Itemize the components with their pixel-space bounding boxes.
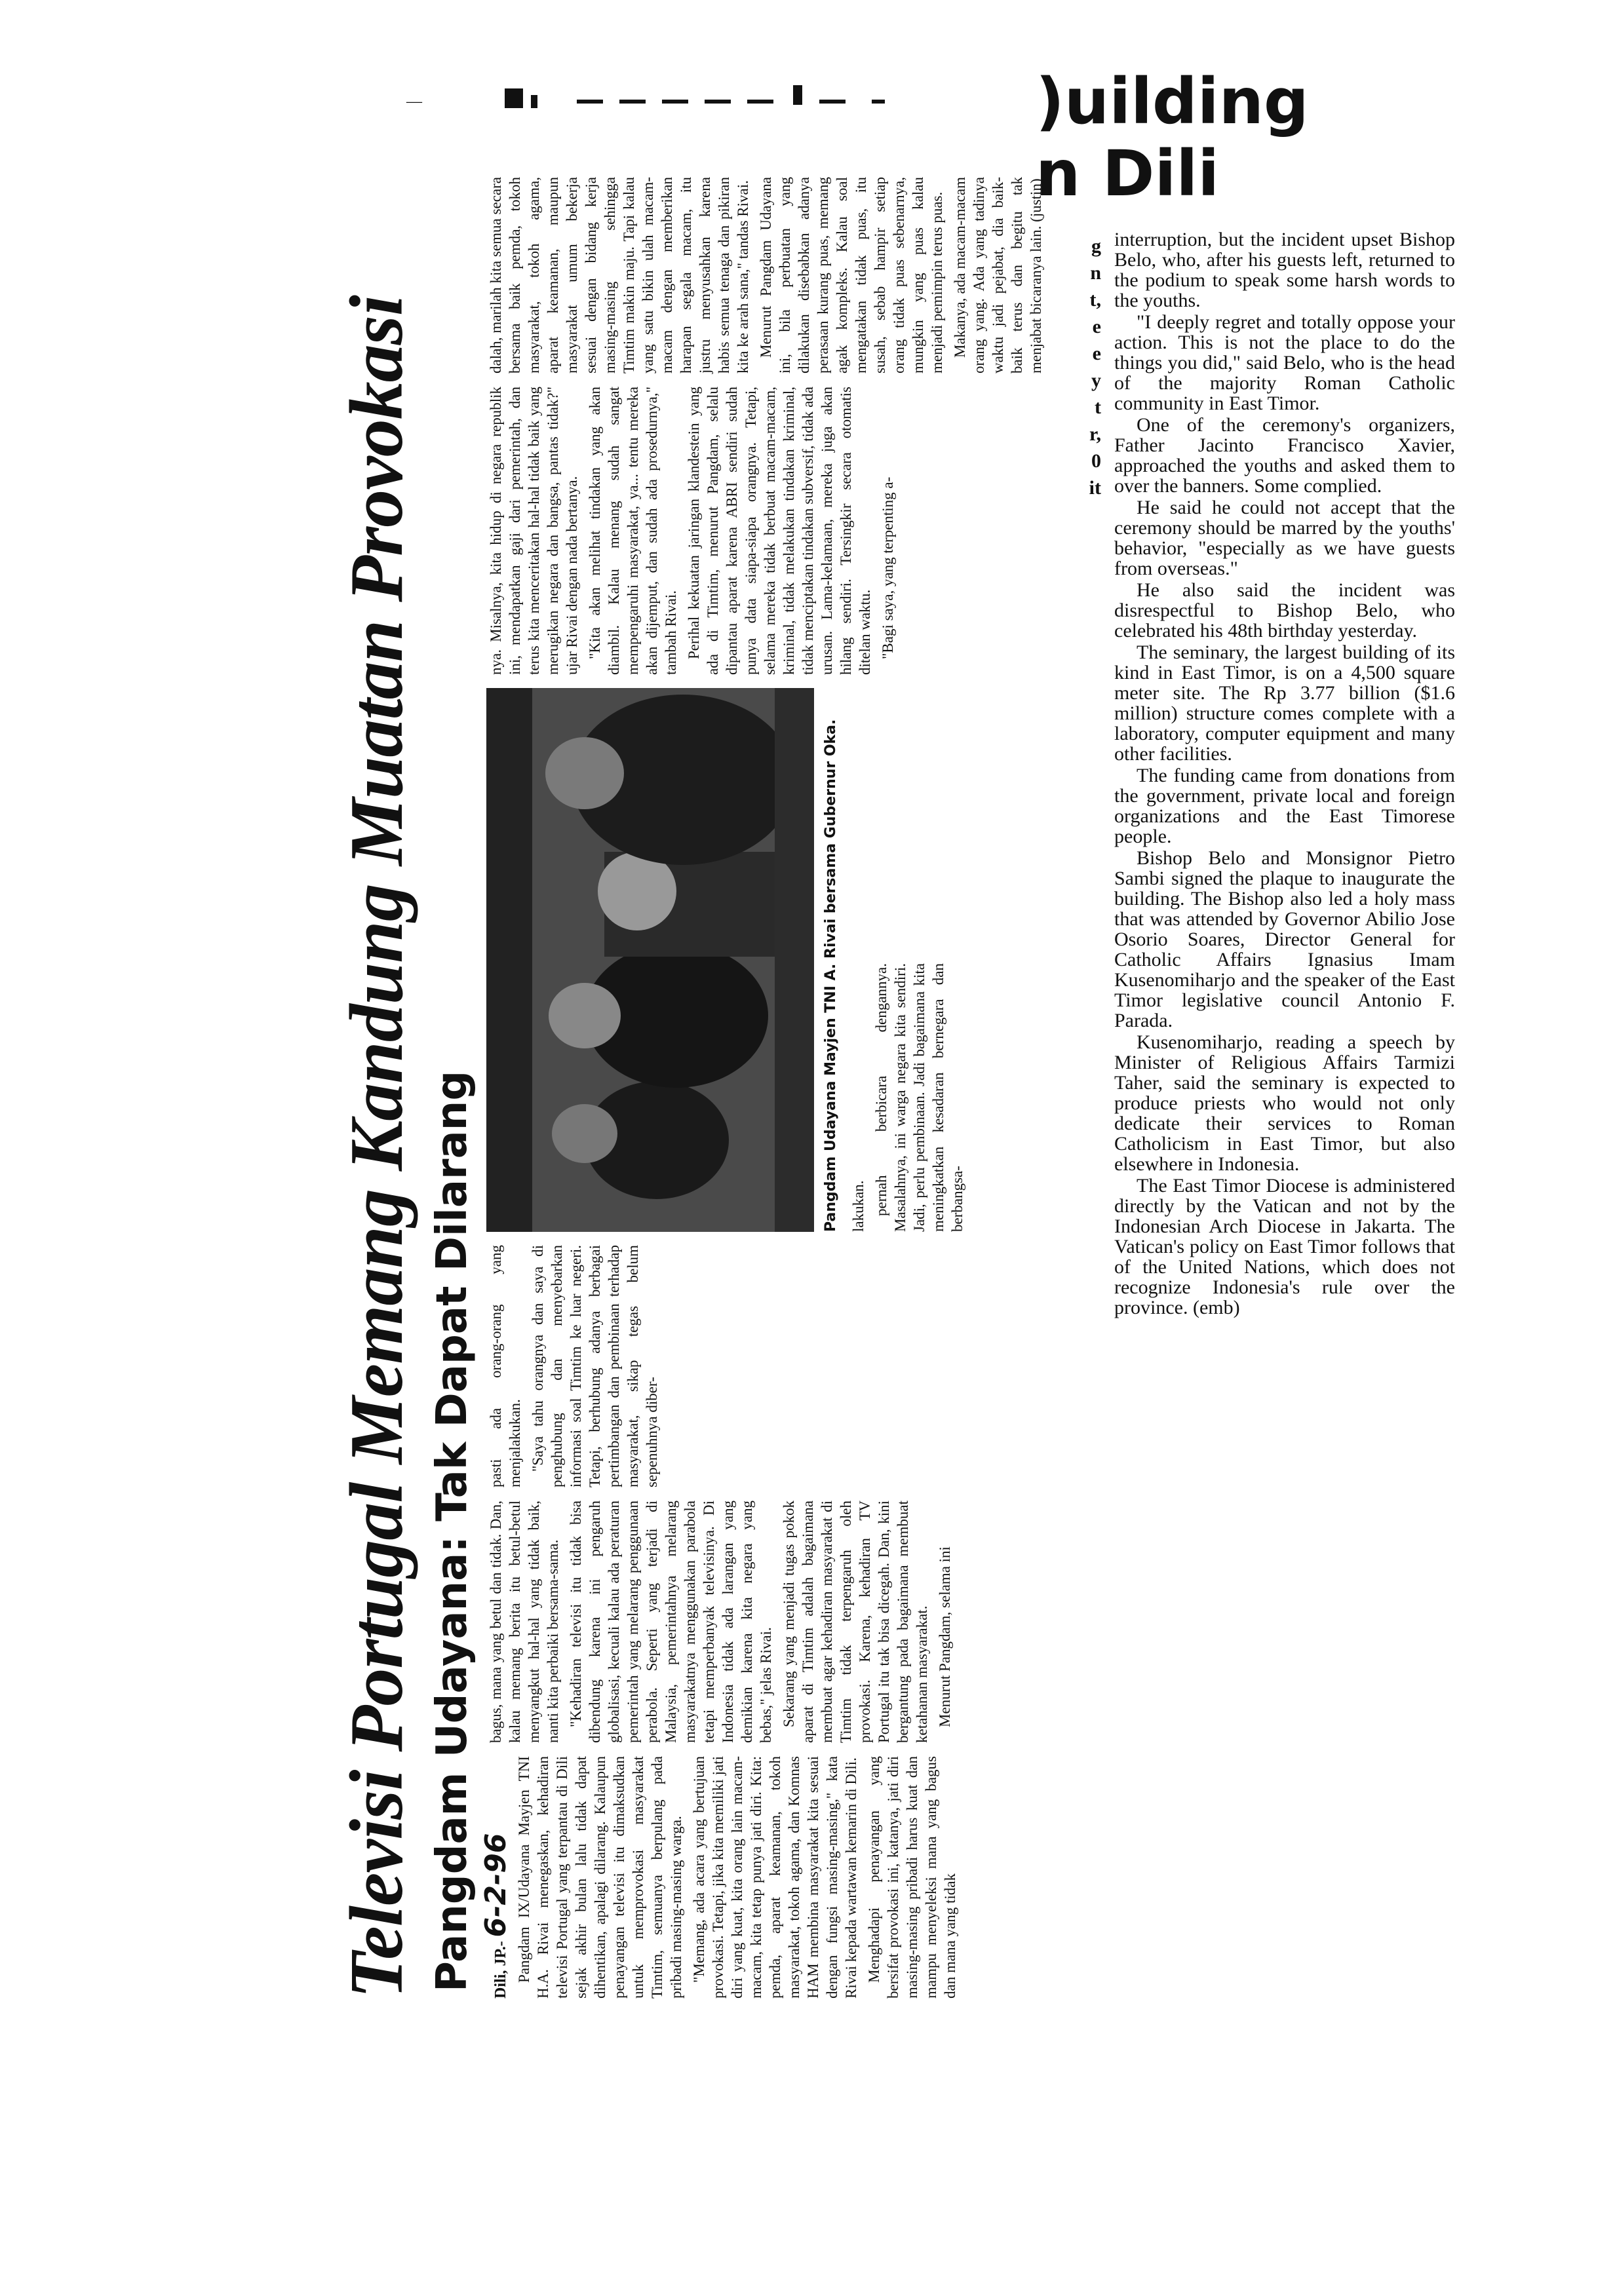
paragraph: "Saya tahu orangnya dan saya di penghubung dan menyebarkan informasi soal Timtim ke luar negeri. Tetapi, berhubung adanya berbagai pertimbangan dan pembinaan terhadap masyarakat, sikap tegas belum sepenuhnya diber-: [530, 1245, 660, 1487]
paragraph: nya. Misalnya, kita hidup di negara republik ini, mendapatkan gaji dari pemerintah, dan terus kita menceritakan hal-hal tidak baik yang merugikan negara dan bangsa, pantas tidak?" ujar Rivai dengan nada bertanya.: [488, 387, 580, 675]
photo-image: [486, 688, 814, 1232]
paragraph: Makanya, ada macam-macam orang yang. Ada yang tadinya waktu jadi pejabat, dia baik-baik terus dan begitu tak menjabat bicaranya lain. (justin): [952, 177, 1044, 373]
indonesian-article: [334, 164, 1121, 1999]
english-article-body: [1114, 229, 1455, 1867]
fragment: e: [1092, 316, 1101, 337]
article-column-3: [486, 1245, 1116, 1487]
cut-off-headline-fragment: [505, 79, 977, 111]
paragraph: One of the ceremony's organizers, Father Jacinto Francisco Xavier, approached the youths and asked them to over the banners. Some complied.: [1114, 414, 1455, 497]
paragraph: The funding came from donations from the government, private local and foreign organizations and the East Timorese people.: [1114, 765, 1455, 847]
paragraph: bagus, mana yang betul dan tidak. Dan, kalau memang berita itu betul-betul menyangkut hal-hal yang tidak baik, nanti kita perbaiki bersama-sama.: [488, 1501, 561, 1743]
paragraph: Menghadapi penayangan yang bersifat provokasi ini, katanya, jati diri masing-masing pribadi harus kuat dan mampu menyeleksi mana yang bagus dan mana yang tidak: [866, 1756, 958, 1999]
news-photo: [486, 688, 814, 1232]
headline-line: )uilding: [1036, 65, 1309, 138]
scan-mark: —: [406, 93, 422, 110]
fragment: r,: [1089, 423, 1101, 445]
paragraph: dalah, marilah kita semua secara bersama baik pemda, tokoh masyarakat, tokoh agama, aparat keamanan, maupun masyarakat umum bekerja sesuai dengan bidang kerja masing-masing sehingga Timtim makin maju. Tapi kalau yang satu bikin ulah macam-macam dengan memberikan harapan segala macam, itu justru menyusahkan karena habis semua tenaga dan pikiran kita ke arah sana," tandas Rivai.: [488, 177, 751, 373]
paragraph: "Kehadiran televisi itu tidak bisa dibendung karena ini pengaruh globalisasi, kecuali kalau ada peraturan pemerintah yang melarang penggunaan perabola. Seperti yang terjadi di Malaysia, pemerintahnya melarang masyarakatnya menggunakan parabola tetapi memperbanyak televisinya. Di Indonesia tidak ada larangan yang demikian karena kita negara yang bebas," jelas Rivai.: [568, 1501, 774, 1743]
paragraph: interruption, but the incident upset Bishop Belo, who, after his guests left, returned to the podium to speak some harsh words to the youths.: [1114, 229, 1455, 311]
paragraph: Kusenomiharjo, reading a speech by Minister of Religious Affairs Tarmizi Taher, said the seminary is expected to produce priests who would not only dedicate their services to Roman Catholicism in East Timor, but also elsewhere in Indonesia.: [1114, 1031, 1455, 1175]
paragraph: "Kita akan melihat tindakan yang akan diambil. Kalau menang sudah sangat mempengaruhi masyarakat, ya... tentu mereka akan dijemput, dan sudah ada prosedurnya," tambah Rivai.: [587, 387, 679, 675]
fragment: it: [1089, 477, 1101, 499]
paragraph: He also said the incident was disrespectful to Bishop Belo, who celebrated his 48th birthday yesterday.: [1114, 579, 1455, 641]
paragraph: The East Timor Diocese is administered directly by the Vatican and not by the Indonesian Arch Diocese in Jakarta. The Vatican's policy on East Timor follows that of the United Nations, which does not recognize Indonesia's rule over the province. (emb): [1114, 1175, 1455, 1318]
paragraph: The seminary, the largest building of its kind in East Timor, is on a 4,500 square meter site. The Rp 3.77 billion ($1.6 million) structure comes complete with a laboratory, computer equipment and many other facilities.: [1114, 641, 1455, 765]
article-column-2: [486, 1501, 1116, 1743]
dateline: Dili, JP.-: [492, 1941, 509, 1999]
paragraph: pernah berbicara dengannya. Masalahnya, ini warga negara kita sendiri. Jadi, perlu pembinaan. Jadi bagaimana kita meningkatkan kesadaran bernegara dan berbangsa-: [873, 963, 965, 1232]
fragment: 0: [1091, 450, 1101, 472]
paragraph: Sekarang yang menjadi tugas pokok aparat di Timtim adalah bagaimana membuat agar kehadiran masyarakat di Timtim tidak terpengaruh oleh provokasi. Karena, kehadiran TV Portugal itu tak bisa dicegah. Dan, kini bergantung pada bagaimana membuat ketahanan masyarakat.: [781, 1501, 930, 1743]
paragraph: Menurut Pangdam, selama ini: [937, 1546, 953, 1727]
paragraph: "I deeply regret and totally oppose your action. This is not the place to do the things you did," said Belo, who is the head of the majority Roman Catholic community in East Timor.: [1114, 311, 1455, 414]
fragment: e: [1092, 343, 1101, 364]
paragraph: Menurut Pangdam Udayana ini, bila perbuatan yang dilakukan disebabkan adanya perasaan kurang puas, memang agak kompleks. Kalau soal mengatakan tidak puas, itu susah, sebab hampir setiap orang tidak puas sebenarnya, mungkin yang puas kalau menjadi pemimpin terus puas.: [758, 177, 945, 373]
paragraph: "Memang, ada acara yang bertujuan provokasi. Tetapi, jika kita memiliki jati diri yang kuat, kita orang lain macam-macam, kita tetap punya jati diri. Kita: pemda, aparat keamanan, tokoh masyarakat, tokoh agama, dan Komnas HAM membina masyarakat kita sesuai dengan fungsi masing-masing," kata Rivai kepada wartawan kemarin di Dili.: [691, 1756, 859, 1999]
handwritten-date: 6-2-96: [479, 1833, 513, 1938]
paragraph: He said he could not accept that the ceremony should be marred by the youths' behavior, "especially as we have guests from overseas.": [1114, 497, 1455, 579]
fragment: y: [1091, 370, 1101, 391]
paragraph: Bishop Belo and Monsignor Pietro Sambi signed the plaque to inaugurate the building. The Bishop also led a holy mass that was attended by Governor Abilio Jose Osorio Soares, Director General for Catholic Affairs Ignasius Imam Kusenomiharjo and the speaker of the East Timor legislative council Antonio F. Parada.: [1114, 847, 1455, 1031]
fragment: t,: [1089, 289, 1101, 311]
fragment: g: [1091, 235, 1101, 257]
english-article-headline: [1036, 66, 1376, 223]
cut-off-column-fragments: [1062, 233, 1101, 573]
article-subhead: Pangdam Udayana: Tak Dapat Dilarang: [428, 1070, 477, 1992]
paragraph: "Bagi saya, yang terpenting a-: [880, 476, 896, 659]
fragment: t: [1095, 396, 1101, 418]
article-headline: Televisi Portugal Memang Kandung Muatan Provokasi: [335, 295, 419, 1999]
paragraph: lakukan.: [850, 1180, 866, 1232]
headline-line: n Dili: [1036, 137, 1220, 210]
article-column-1: [479, 1756, 1116, 1999]
paragraph: pasti ada orang-orang yang menjalakukan.: [488, 1245, 523, 1487]
photo-caption: Pangdam Udayana Mayjen TNI A. Rivai bersama Gubernur Oka.: [823, 719, 839, 1232]
paragraph: Perihal kekuatan jaringan klandestein yang ada di Timtim, menurut Pangdam, selalu dipantau aparat karena ABRI sendiri sudah punya data siapa-siapa orangnya. Tetapi, selama mereka tidak berbuat macam-macam, kriminal, tidak melakukan tindakan kriminal, tidak menciptakan tindakan subversif, tidak ada urusan. Lama-kelamaan, mereka juga akan hilang sendiri. Tersingkir secara otomatis ditelan waktu.: [686, 387, 873, 675]
fragment: n: [1090, 262, 1101, 284]
article-column-5: [486, 387, 1116, 675]
article-column-6: [486, 177, 1116, 373]
article-column-4: [849, 963, 1118, 1232]
paragraph: Pangdam IX/Udayana Mayjen TNI H.A. Rivai menegaskan, kehadiran televisi Portugal yang terpantau di Dili sejak akhir bulan lalu tidak dapat dihentikan, apalagi dilarang. Kalaupun penayangan televisi itu dimaksudkan untuk memprovokasi masyarakat Timtim, semuanya berpulang pada pribadi masing-masing warga.: [516, 1756, 684, 1999]
